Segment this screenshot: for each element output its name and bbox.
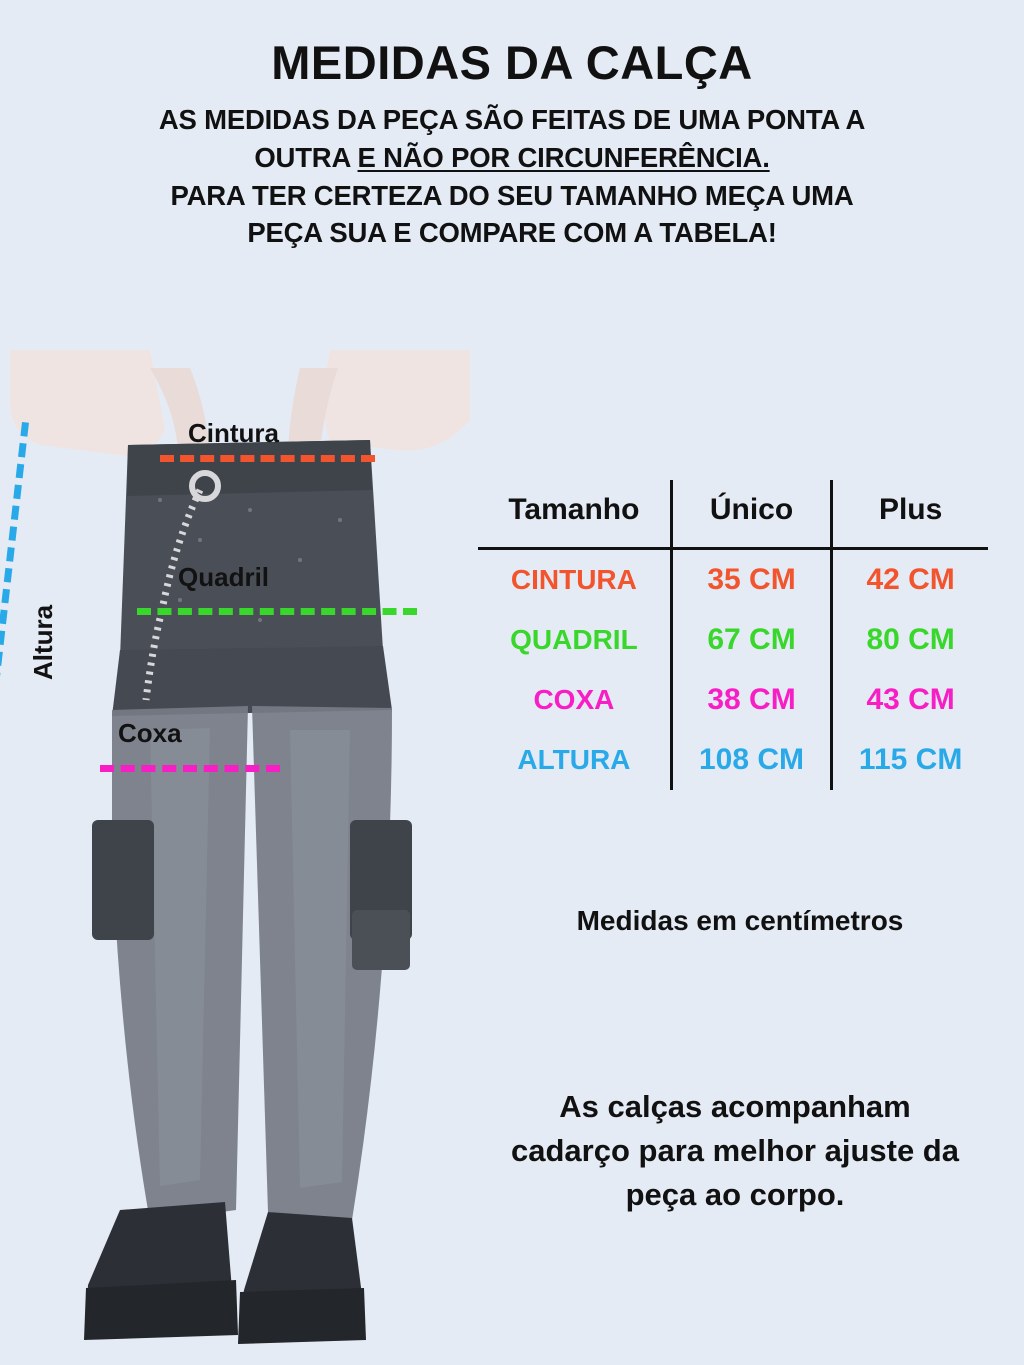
altura-label: Altura [28, 604, 58, 680]
laces-note-line-3: peça ao corpo. [625, 1177, 845, 1213]
cintura-unico-value: 35 CM [671, 549, 831, 611]
header-tamanho: Tamanho [478, 480, 671, 549]
table-row [478, 610, 988, 670]
quadril-plus-value: 80 CM [866, 623, 955, 656]
quadril-unico-value: 67 CM [671, 610, 831, 670]
quadril-measure-line [137, 608, 417, 615]
row-label-altura: ALTURA [517, 744, 631, 775]
altura-plus-value: 115 CM [858, 743, 963, 776]
size-table-wrapper [470, 480, 1010, 790]
header [0, 0, 1024, 252]
row-label-cintura: CINTURA [510, 564, 637, 595]
page-subtitle [62, 101, 962, 252]
cintura-measure-line [160, 455, 375, 462]
coxa-measure-line [100, 765, 280, 772]
content-stage [0, 330, 1024, 1365]
row-label-coxa: COXA [533, 684, 615, 715]
table-row [478, 549, 988, 611]
page-title: MEDIDAS DA CALÇA [271, 36, 753, 89]
laces-note-line-2: cadarço para melhor ajuste da [511, 1133, 959, 1169]
size-table [478, 480, 988, 790]
subtitle-emphasis: E NÃO POR CIRCUNFERÊNCIA. [357, 142, 770, 174]
subtitle-line-4: PEÇA SUA E COMPARE COM A TABELA! [247, 217, 777, 249]
pants-diagram [0, 350, 470, 1350]
altura-unico-value: 108 CM [671, 730, 831, 790]
subtitle-text: OUTRA [254, 142, 358, 174]
header-unico: Único [671, 480, 831, 549]
subtitle-line-2 [62, 139, 962, 177]
coxa-label: Coxa [118, 718, 182, 748]
header-plus: Plus [832, 480, 988, 549]
size-table-body [478, 549, 988, 791]
coxa-unico-value: 38 CM [671, 670, 831, 730]
subtitle-text: AS MEDIDAS DA PEÇA SÃO FEITAS DE UMA PONTA A [158, 104, 866, 136]
cintura-plus-value: 42 CM [866, 563, 955, 596]
table-row [478, 670, 988, 730]
row-label-quadril: QUADRIL [510, 624, 638, 655]
quadril-label: Quadril [178, 562, 270, 592]
table-header-row [478, 480, 988, 549]
units-note: Medidas em centímetros [576, 905, 904, 936]
subtitle-line-1 [62, 101, 962, 139]
size-table-head [478, 480, 988, 549]
laces-note [455, 1085, 1015, 1217]
cintura-label: Cintura [188, 418, 279, 448]
laces-note-line-1: As calças acompanham [559, 1089, 911, 1124]
table-row [478, 730, 988, 790]
subtitle-line-3: PARA TER CERTEZA DO SEU TAMANHO MEÇA UMA [170, 179, 854, 211]
coxa-plus-value: 43 CM [866, 683, 955, 716]
model-illustration [0, 350, 470, 1350]
